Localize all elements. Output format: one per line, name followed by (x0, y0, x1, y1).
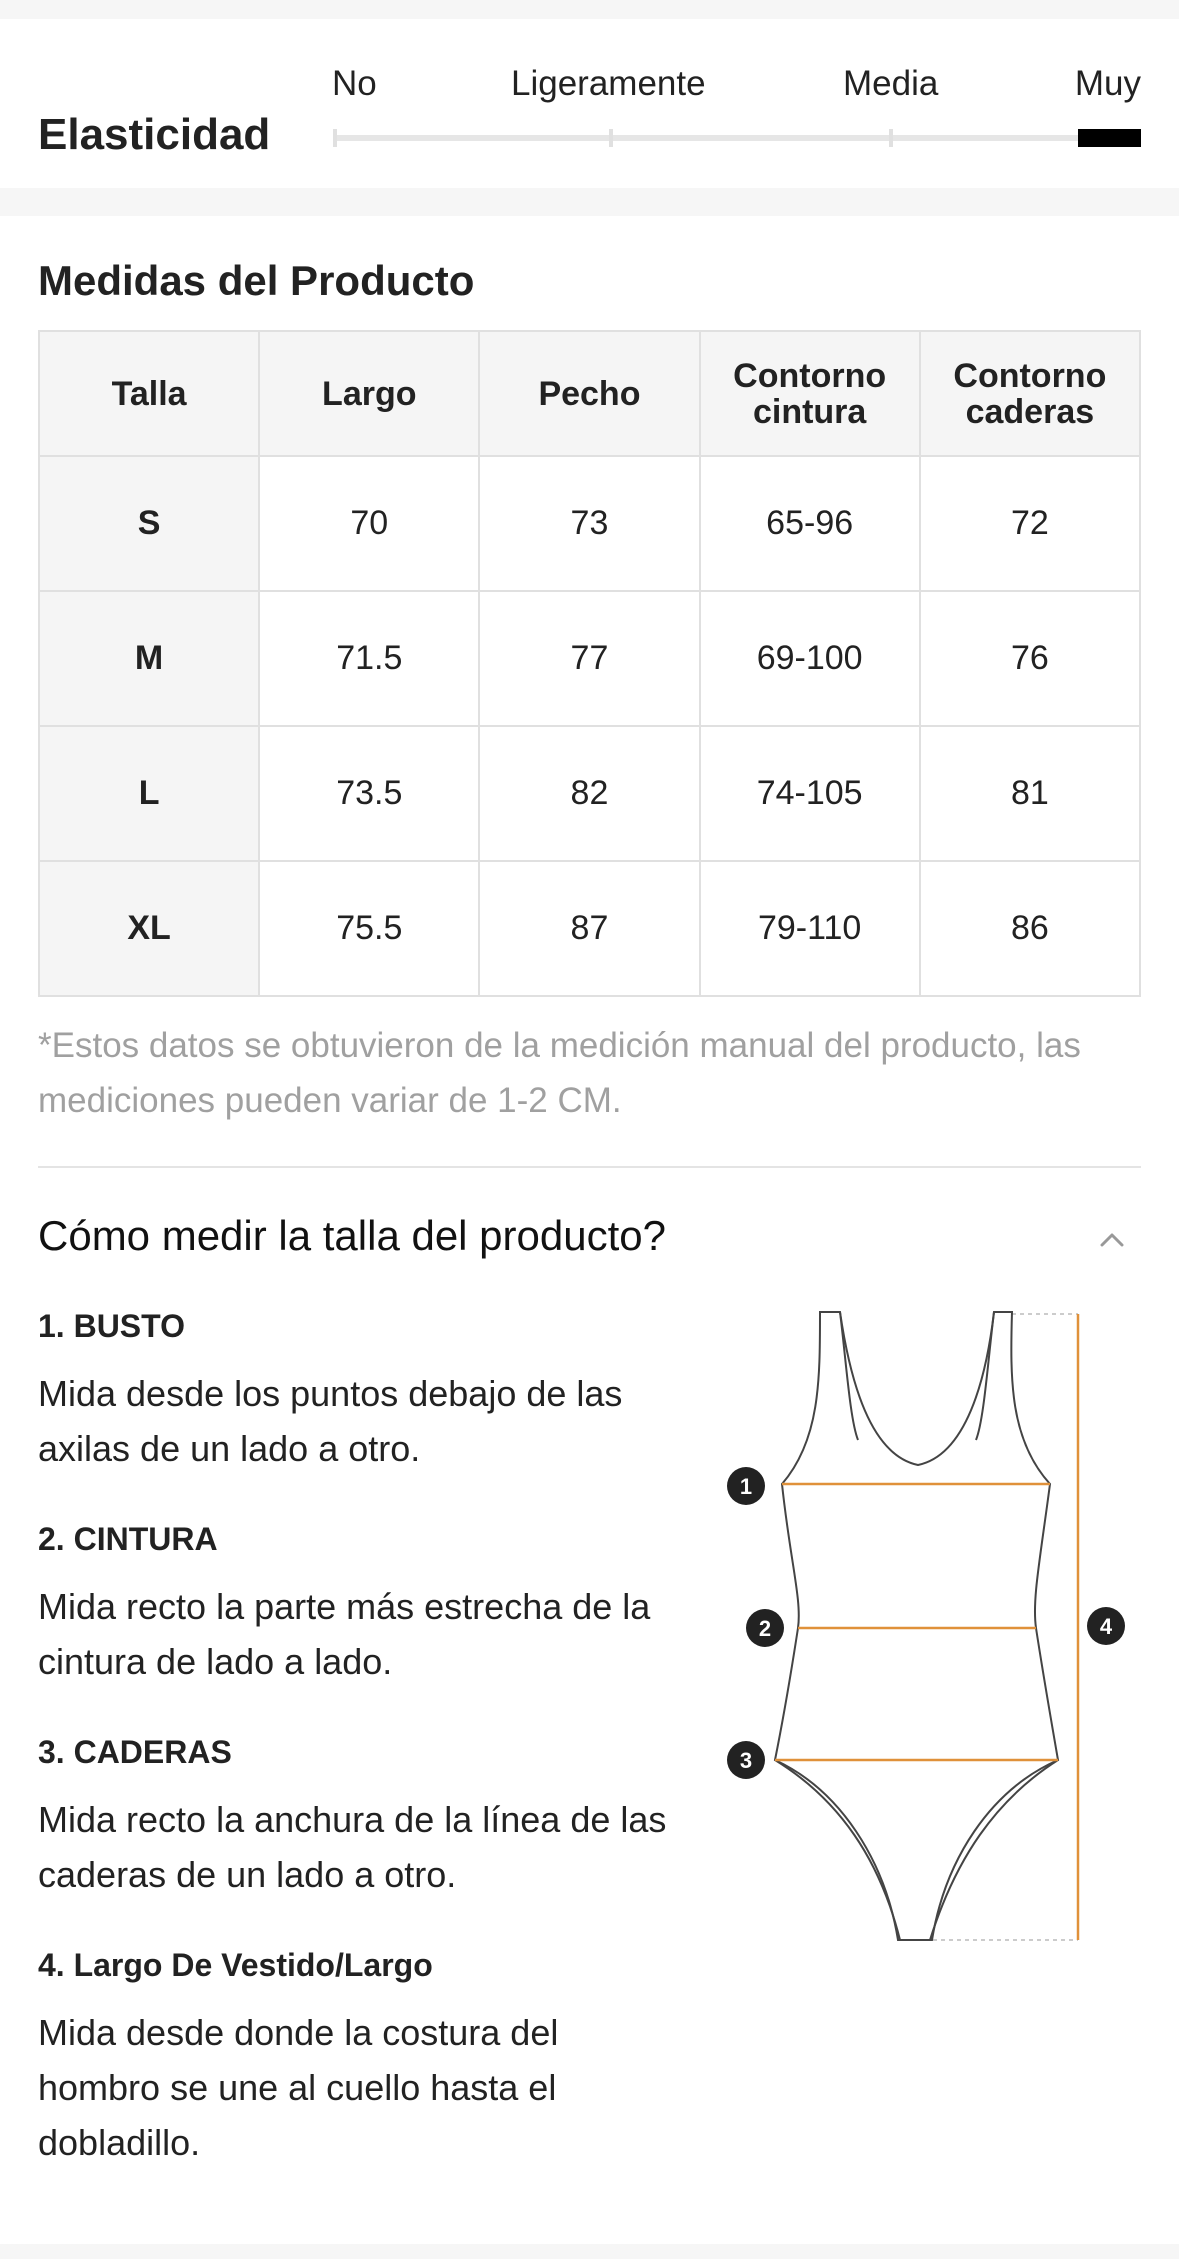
guide-heading: 3. CADERAS (38, 1734, 232, 1770)
guide-bust (38, 1306, 678, 1476)
elasticity-selected-indicator (1078, 129, 1141, 147)
marker-4 (1087, 1607, 1125, 1645)
how-to-measure-title[interactable]: Cómo medir la talla del producto? (38, 1212, 666, 1259)
chevron-up-icon[interactable] (1100, 1228, 1124, 1252)
size-cell: L (39, 726, 259, 861)
table-cell: 65-96 (700, 456, 920, 591)
table-cell: 87 (479, 861, 699, 996)
measurement-lines (775, 1314, 1078, 1940)
guide-text: Mida recto la parte más estrecha de la cintura de lado a lado. (38, 1586, 651, 1682)
bottom-separator (0, 2244, 1179, 2259)
table-row (39, 456, 1140, 591)
measurements-title: Medidas del Producto (38, 257, 475, 304)
measurement-note: *Estos datos se obtuvieron de la medición manual del producto, las mediciones pueden variar de 1-2 CM. (38, 1026, 1081, 1120)
table-row (39, 726, 1140, 861)
marker-1 (727, 1467, 765, 1505)
table-cell: 76 (920, 591, 1140, 726)
divider (38, 1166, 1141, 1168)
table-cell: 77 (479, 591, 699, 726)
size-cell: S (39, 456, 259, 591)
guide-heading: 4. Largo De Vestido/Largo (38, 1947, 433, 1983)
size-cell: XL (39, 861, 259, 996)
table-cell: 82 (479, 726, 699, 861)
elasticity-title: Elasticidad (38, 110, 271, 159)
table-cell: 75.5 (259, 861, 479, 996)
marker-label: 2 (758, 1616, 772, 1641)
guide-waist (38, 1519, 678, 1689)
size-table (38, 330, 1141, 997)
elasticity-tick (889, 129, 893, 147)
table-cell: 81 (920, 726, 1140, 861)
table-header-row (39, 331, 1140, 456)
guide-length (38, 1945, 678, 2170)
header-hips: Contorno caderas (920, 331, 1140, 456)
guide-text: Mida desde los puntos debajo de las axilas de un lado a otro. (38, 1373, 623, 1469)
elasticity-level-high: Muy (1074, 64, 1141, 103)
marker-2 (746, 1609, 784, 1647)
table-cell: 74-105 (700, 726, 920, 861)
table-cell: 72 (920, 456, 1140, 591)
header-chest: Pecho (479, 331, 699, 456)
guide-text: Mida recto la anchura de la línea de las caderas de un lado a otro. (38, 1799, 667, 1895)
marker-label: 1 (739, 1474, 753, 1499)
guide-heading: 1. BUSTO (38, 1308, 185, 1344)
elasticity-level-medium: Media (843, 64, 939, 103)
top-separator (0, 0, 1179, 19)
table-cell: 70 (259, 456, 479, 591)
guide-heading: 2. CINTURA (38, 1521, 218, 1557)
table-cell: 79-110 (700, 861, 920, 996)
marker-label: 4 (1099, 1614, 1113, 1639)
marker-3 (727, 1741, 765, 1779)
header-size: Talla (39, 331, 259, 456)
size-cell: M (39, 591, 259, 726)
bodysuit-outline-icon (775, 1312, 1058, 1940)
table-row (39, 591, 1140, 726)
elasticity-level-slight: Ligeramente (511, 64, 706, 103)
marker-label: 3 (739, 1748, 753, 1773)
elasticity-tick (609, 129, 613, 147)
bodysuit-measurement-diagram (715, 1300, 1135, 2000)
guide-hips (38, 1732, 678, 1902)
elasticity-level-no: No (332, 64, 377, 103)
header-length: Largo (259, 331, 479, 456)
table-cell: 73 (479, 456, 699, 591)
table-cell: 73.5 (259, 726, 479, 861)
section-separator (0, 188, 1179, 216)
elasticity-track (333, 135, 1141, 141)
table-row (39, 861, 1140, 996)
table-cell: 86 (920, 861, 1140, 996)
header-waist: Contorno cintura (700, 331, 920, 456)
table-cell: 69-100 (700, 591, 920, 726)
table-cell: 71.5 (259, 591, 479, 726)
guide-text: Mida desde donde la costura del hombro se une al cuello hasta el dobladillo. (38, 2012, 559, 2163)
elasticity-tick (333, 129, 337, 147)
